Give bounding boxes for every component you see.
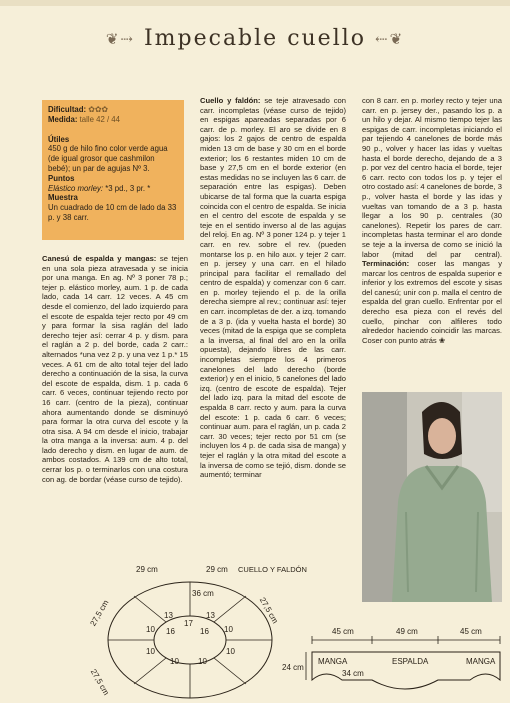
size-value: talle 42 / 44 bbox=[79, 114, 120, 124]
col1-heading: Canesú de espalda y mangas: bbox=[42, 254, 157, 263]
body-label-34: 34 cm bbox=[342, 669, 364, 678]
collar-seg-10d: 10 bbox=[226, 647, 235, 656]
sample-text: Un cuadrado de 10 cm de lado da 33 p. y 38 carr. bbox=[48, 203, 177, 222]
tools-heading: Útiles bbox=[48, 134, 70, 144]
collar-label-27-5c: 27,5 cm bbox=[257, 595, 280, 625]
collar-seg-10e: 10 bbox=[170, 657, 179, 666]
collar-diagram-svg bbox=[82, 558, 307, 698]
body-label-49: 49 cm bbox=[396, 627, 418, 636]
column-2 bbox=[200, 96, 346, 480]
left-flourish-icon: ❦⇢ bbox=[105, 30, 135, 48]
collar-seg-10a: 10 bbox=[146, 625, 155, 634]
collar-diagram bbox=[82, 558, 307, 698]
collar-title: CUELLO Y FALDÓN bbox=[238, 565, 307, 574]
body-manga-right: MANGA bbox=[466, 657, 496, 666]
body-schematic bbox=[282, 622, 510, 698]
size-label: Medida: bbox=[48, 114, 78, 124]
body-espalda: ESPALDA bbox=[392, 657, 429, 666]
collar-seg-10c: 10 bbox=[146, 647, 155, 656]
collar-seg-13b: 13 bbox=[206, 611, 215, 620]
tools-text: 450 g de hilo fino color verde agua (de igual grosor que cashmilon bebé); un par de agujas Nº 3. bbox=[48, 144, 168, 173]
page-title bbox=[0, 26, 510, 51]
stitches-text: *3 pd., 3 pr. * bbox=[103, 183, 151, 193]
collar-label-36: 36 cm bbox=[192, 589, 214, 598]
col2-text: se teje atravesado con carr. incompletas (véase curso de tejido) en espigas apareadas separadas por 6 carr. de p. morley. El aro se divide en 8 gajos: los 2 gajos de centro de espalda miden 13 cm de base y 30 cm en el borde exterior; los 6 restantes miden 10 cm de base y 27,5 cm en el borde exterior (en estas medidas no se incluyen las 6 carr. de separación entre las espigas). Deben ubicarse de tal forma que la cuarta espiga coincida con el centro de espalda. Se inicia en el centro del escote de espalda y se teje en el sentido inverso al de las agujas del reloj. En ag. Nº 3 poner 124 p. y tejer 1 carr. en rev. sobre el rev. (pueden montarse los p. en hilo aux. y tejer 2 carr. en p. jersey y una carr. en el hilado principal para facilitar el remallado del centro de espalda) y comenzar con 6 carr. en p. morley tejiendo el p. de la orilla derecha siempre al rev.; continuar así: tejer en carr. incompletas de der. a izq. tomando de a 3 p. (ida y vuelta hasta el borde) 30 veces (mitad de la espiga que se completa a la inversa, al final del aro en la orilla opuesta), dejando libres de las carr. incompletas siempre los 4 primeros canelones del lado derecho (borde exterior) y en el inicio, 5 canelones del lado izq. (centro de escote de espalda). Tejer del lado izq. para la mitad del escote de espalda 8 carr. recto y aum. para la curva del escote: 1 p. cada 6 carr. 6 veces; continuar aum. para el raglán, un p. cada 2 carr. 30 veces; tejer recto por 51 cm (se incluyen los 4 p. de cada sisa de manga) y tejer el raglán y la otra mitad del escote a la inversa de como se tejió, dism. donde se aumentó; terminar bbox=[200, 96, 346, 480]
difficulty-line bbox=[48, 105, 178, 115]
difficulty-label: Dificultad: bbox=[48, 105, 87, 114]
col1-text: se tejen en una sola pieza atravesada y se inicia por una manga. En ag. Nº 3 poner 78 p.; tejer p. elástico morley, aum. 1 p. de cada lado, cada 14 carr. 12 veces. A 45 cm desde el comienzo, del lado izquierdo para el escote de espalda tejer recto por 49 cm y para formar la sisa raglán del lado derecho tejer así: cerrar 4 p. y dism. para el raglán a 2 p. del borde, cada 2 carr.: alternados *una vez 2 p. y una vez 1 p.* 15 veces. A 61 cm de alto total tejer del lado derecho a continuación de la sisa, la curva del escote de espalda, dism. 1 p. cada 6 carr. 6 veces, continuar tejiendo recto por 16 carr. (centro de la pieza), continuar ahora aumentando donde se disminuyó para formar la otra curva del escote y la otra sisa. A 94 cm desde el inicio, trabajar la otra manga a la inversa: aum. 4 p. del lado derecho y dism. en lugar de aum. de ambos costados. A 139 cm de alto total, cerrar los p. o terminarlos con una costura con ag. de bordar (véase curso de tejido). bbox=[42, 254, 188, 484]
stitches-heading: Puntos bbox=[48, 173, 75, 183]
stitches-italic: Elástico morley: bbox=[48, 183, 104, 193]
column-3 bbox=[362, 96, 502, 345]
photo-illustration bbox=[362, 392, 502, 602]
col3-text-a: con 8 carr. en p. morley recto y tejer una carr. en p. jersey der., pasando los p. a un hilo y dejar. Al mismo tiempo tejer las espigas de carr. incompletas iniciando el par tejiendo 4 canelones de borde más 90 p., volver y hacer las idas y vueltas hasta el borde derecho, dejando de a 3 p. por vez del centro hacia el borde, tejer 6 carr. recto con todos los p. y tejer el otro costado así: 4 canelones de borde, 3 p., volver hasta el borde y las idas y vueltas van tomando de a 3 p. hasta llegar a los 90 p. centrales (30 canelones). Repetir los pares de carr. incompletas hasta terminar el aro donde se teje a la inversa de como se inició la labor (mitad del par central). bbox=[362, 96, 502, 259]
col3-heading: Terminación: bbox=[362, 259, 410, 269]
collar-seg-17: 17 bbox=[184, 619, 193, 628]
collar-seg-16a: 16 bbox=[166, 627, 175, 636]
collar-label-29b: 29 cm bbox=[206, 565, 228, 574]
stitches-line bbox=[48, 184, 178, 194]
body-label-45a: 45 cm bbox=[332, 627, 354, 636]
body-label-45b: 45 cm bbox=[460, 627, 482, 636]
collar-seg-10f: 10 bbox=[198, 657, 207, 666]
body-manga-left: MANGA bbox=[318, 657, 348, 666]
body-schematic-svg bbox=[282, 622, 510, 698]
column-1 bbox=[42, 254, 188, 484]
top-border bbox=[0, 0, 510, 6]
collar-seg-10b: 10 bbox=[224, 625, 233, 634]
collar-label-27-5a: 27,5 cm bbox=[88, 598, 111, 628]
size-line bbox=[48, 115, 178, 125]
collar-seg-16b: 16 bbox=[200, 627, 209, 636]
difficulty-value: ✿✿✿ bbox=[88, 105, 108, 114]
collar-seg-13a: 13 bbox=[164, 611, 173, 620]
model-photo bbox=[362, 392, 502, 602]
sample-heading: Muestra bbox=[48, 193, 78, 203]
right-flourish-icon: ⇠❦ bbox=[375, 30, 405, 48]
info-box bbox=[42, 100, 184, 240]
collar-label-27-5b: 27,5 cm bbox=[88, 667, 111, 697]
title-text: Impecable cuello bbox=[143, 26, 367, 51]
col2-heading: Cuello y faldón: bbox=[200, 96, 261, 105]
body-label-24: 24 cm bbox=[282, 663, 304, 672]
collar-label-29a: 29 cm bbox=[136, 565, 158, 574]
col3-text-b: coser las mangas y marcar los centros de espalda superior e inferior y los extremos del escote y sisas del canesú; unir con p. malla el centro de espalda del gran cuello. Enfrentar por el derecho esa pieza con el revés del cuello, pinchar con alfileres todo alrededor haciendo coincidir las marcas. Coser con punto atrás ❀ bbox=[362, 259, 502, 345]
